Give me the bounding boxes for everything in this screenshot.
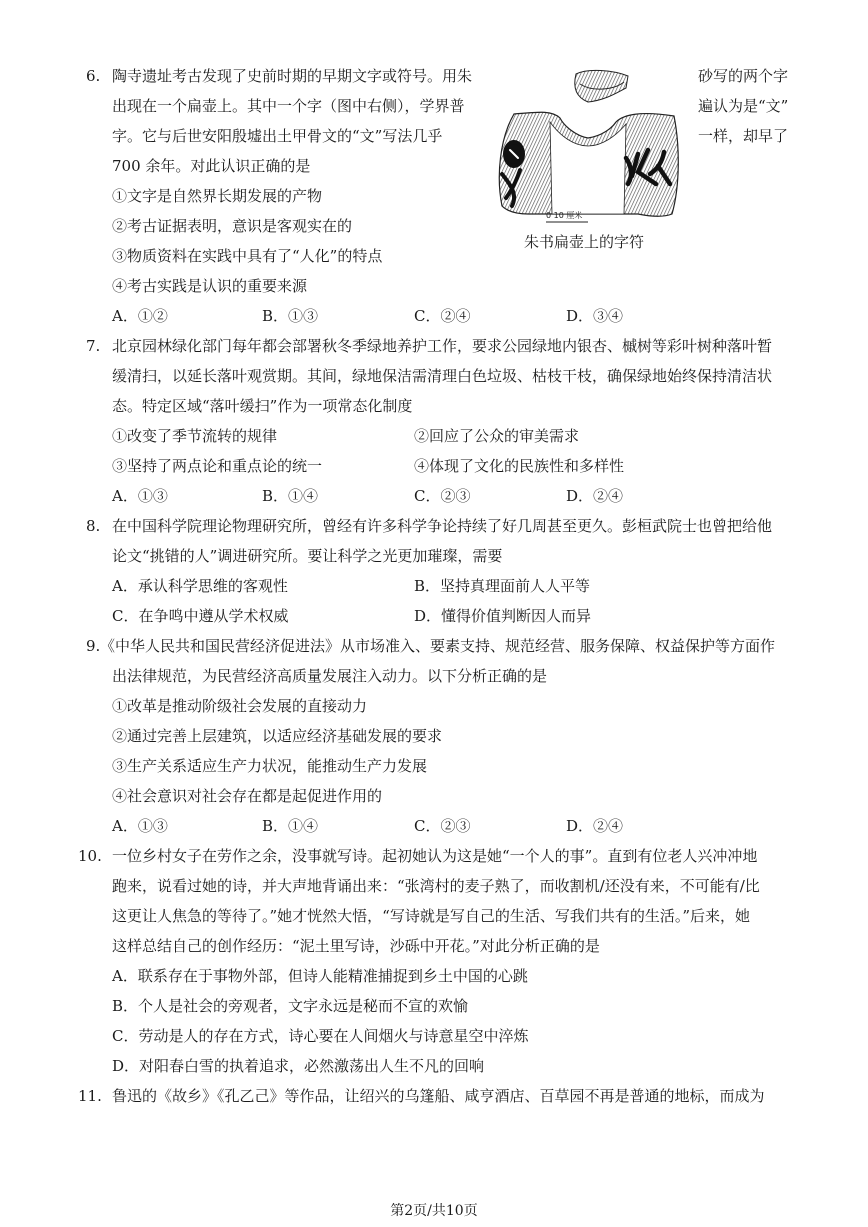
q8-stem-line2: 论文“挑错的人”调进研究所。要让科学之光更加璀璨，需要 bbox=[112, 547, 503, 565]
q6-number: 6. bbox=[86, 67, 101, 85]
q7-option-d: D．②④ bbox=[566, 487, 624, 505]
q6-option-d: D．③④ bbox=[566, 307, 624, 325]
q6-item-3: ③物质资料在实践中具有了“人化”的特点 bbox=[112, 247, 383, 265]
q9-option-a: A．①③ bbox=[112, 817, 168, 835]
q9-stem-line1: 《中华人民共和国民营经济促进法》从市场准入、要素支持、规范经营、服务保障、权益保护等方面作 bbox=[100, 637, 776, 655]
q7-option-c: C．②③ bbox=[414, 487, 471, 505]
q8-option-d: D．懂得价值判断因人而异 bbox=[414, 607, 592, 625]
q7-item-3: ③坚持了两点论和重点论的统一 bbox=[112, 457, 323, 475]
q9-item-4: ④社会意识对社会存在都是起促进作用的 bbox=[112, 787, 383, 805]
q9-item-3: ③生产关系适应生产力状况，能推动生产力发展 bbox=[112, 757, 428, 775]
q6-stem-line1: 陶寺遗址考古发现了史前时期的早期文字或符号。用朱 bbox=[112, 67, 473, 85]
q7-item-2: ②回应了公众的审美需求 bbox=[414, 427, 580, 445]
q8-stem-line1: 在中国科学院理论物理研究所，曾经有许多科学争论持续了好几周甚至更久。彭桓武院士也曾把给他 bbox=[112, 517, 773, 535]
q6-item-1: ①文字是自然界长期发展的产物 bbox=[112, 187, 323, 205]
q9-stem-line2: 出法律规范，为民营经济高质量发展注入动力。以下分析正确的是 bbox=[112, 667, 548, 685]
q6-stem-line2: 出现在一个扁壶上。其中一个字（图中右侧），学界普 bbox=[112, 97, 465, 115]
q6-item-2: ②考古证据表明，意识是客观实在的 bbox=[112, 217, 353, 235]
q11-number: 11. bbox=[78, 1087, 102, 1105]
q9-option-c: C．②③ bbox=[414, 817, 471, 835]
q6-stem-line3-right: 一样，却早了 bbox=[698, 127, 789, 145]
q8-number: 8. bbox=[86, 517, 101, 535]
q9-option-d: D．②④ bbox=[566, 817, 624, 835]
scale-label: 0 10 厘米 bbox=[546, 211, 583, 220]
q9-item-1: ①改革是推动阶级社会发展的直接动力 bbox=[112, 697, 368, 715]
q6-option-a: A．①② bbox=[112, 307, 168, 325]
q7-stem-line1: 北京园林绿化部门每年都会部署秋冬季绿地养护工作，要求公园绿地内银杏、槭树等彩叶树种落叶暂 bbox=[112, 337, 773, 355]
q9-item-2: ②通过完善上层建筑，以适应经济基础发展的要求 bbox=[112, 727, 443, 745]
q6-option-c: C．②④ bbox=[414, 307, 471, 325]
page-number-footer: 第2页/共10页 bbox=[390, 1203, 478, 1219]
q10-stem-line1: 一位乡村女子在劳作之余，没事就写诗。起初她认为这是她“一个人的事”。直到有位老人兴冲冲地 bbox=[112, 847, 758, 865]
q8-option-c: C．在争鸣中遵从学术权威 bbox=[112, 607, 289, 625]
q10-number: 10. bbox=[78, 847, 102, 865]
q7-item-1: ①改变了季节流转的规律 bbox=[112, 427, 278, 445]
q6-stem-line1-right: 砂写的两个字 bbox=[698, 67, 789, 85]
flat-pot-illustration bbox=[488, 66, 688, 256]
q6-option-b: B．①③ bbox=[262, 307, 319, 325]
q10-option-b: B．个人是社会的旁观者，文字永远是秘而不宣的欢愉 bbox=[112, 997, 469, 1015]
q7-item-4: ④体现了文化的民族性和多样性 bbox=[414, 457, 625, 475]
q7-option-b: B．①④ bbox=[262, 487, 319, 505]
q8-option-b: B．坚持真理面前人人平等 bbox=[414, 577, 591, 595]
q9-number: 9. bbox=[86, 637, 101, 655]
q7-option-a: A．①③ bbox=[112, 487, 168, 505]
q6-figure-caption: 朱书扁壶上的字符 bbox=[524, 233, 645, 251]
q6-stem-line3: 字。它与后世安阳殷墟出土甲骨文的“文”写法几乎 bbox=[112, 127, 443, 145]
q10-option-a: A．联系存在于事物外部，但诗人能精准捕捉到乡土中国的心跳 bbox=[112, 967, 528, 985]
q6-stem-line4: 700 余年。对此认识正确的是 bbox=[112, 157, 311, 175]
q11-stem-line1: 鲁迅的《故乡》《孔乙己》等作品，让绍兴的乌篷船、咸亨酒店、百草园不再是普通的地标，而成为 bbox=[112, 1087, 765, 1105]
q10-option-d: D．对阳春白雪的执着追求，必然激荡出人生不凡的回响 bbox=[112, 1057, 485, 1075]
q10-stem-line4: 这样总结自己的创作经历：“泥土里写诗，沙砾中开花。”对此分析正确的是 bbox=[112, 937, 600, 955]
q7-stem-line3: 态。特定区域“落叶缓扫”作为一项常态化制度 bbox=[112, 397, 413, 415]
q10-stem-line3: 这更让人焦急的等待了。”她才恍然大悟，“写诗就是写自己的生活、写我们共有的生活。”后来，她 bbox=[112, 907, 751, 925]
q7-stem-line2: 缓清扫，以延长落叶观赏期。其间，绿地保洁需清理白色垃圾、枯枝干枝，确保绿地始终保持清洁状 bbox=[112, 367, 773, 385]
q6-figure bbox=[488, 66, 688, 256]
q10-stem-line2: 跑来，说看过她的诗，并大声地背诵出来：“张湾村的麦子熟了，而收割机/还没有来，不可能有/比 bbox=[112, 877, 760, 895]
q6-item-4: ④考古实践是认识的重要来源 bbox=[112, 277, 308, 295]
q7-number: 7. bbox=[86, 337, 101, 355]
q8-option-a: A．承认科学思维的客观性 bbox=[112, 577, 288, 595]
q9-option-b: B．①④ bbox=[262, 817, 319, 835]
q6-stem-line2-right: 遍认为是“文” bbox=[698, 97, 789, 115]
q10-option-c: C．劳动是人的存在方式，诗心要在人间烟火与诗意星空中淬炼 bbox=[112, 1027, 529, 1045]
